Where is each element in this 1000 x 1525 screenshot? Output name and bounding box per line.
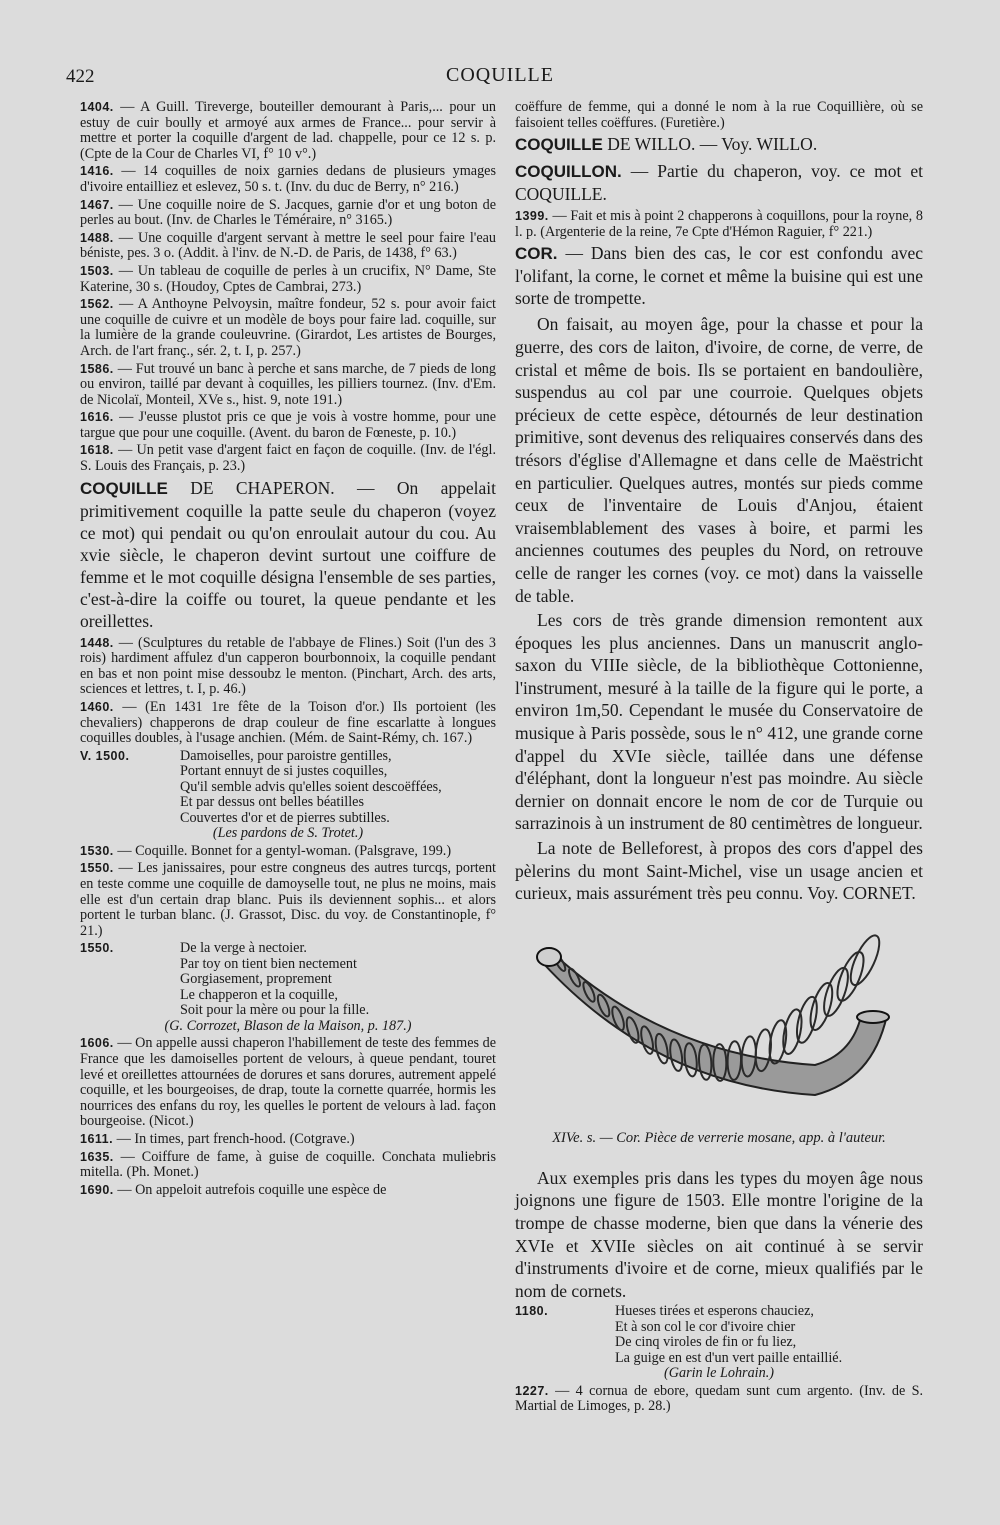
verse-line	[80, 780, 496, 796]
entry-group-4	[80, 1036, 496, 1198]
verse-line	[80, 957, 496, 973]
verse-text: Soit pour la mère ou pour la fille.	[180, 1002, 370, 1019]
entry-text: — A Guill. Tireverge, bouteiller demourant à Paris,... pour un estuy de cuir boully et armoyé aux armes de France... pour servir à mettre et porter la coquille d'argent de lad. chappelle, pour ce 12 s. p. (Cpte de la Cour de Charles VI, f° 10 v°.)	[80, 99, 497, 162]
entry-text: — In times, part french-hood. (Cotgrave.)	[116, 1130, 355, 1147]
dated-entry	[80, 410, 496, 441]
verse-line	[80, 764, 496, 780]
entry-year: 1467.	[80, 197, 114, 212]
entry-year: 1618.	[80, 443, 114, 458]
entry-text: — Un tableau de coquille de perles à un crucifix, N° Dame, Ste Katerine, 30 s. (Houdoy, Cptes de Cambrai, 273.)	[80, 262, 496, 295]
heading-keyword: COQUILLE	[515, 135, 603, 155]
entry-year: 1180.	[515, 1304, 549, 1319]
entry-year: 1448.	[80, 635, 114, 650]
entry-text: — Une coquille d'argent servant à mettre le seel pour faire l'eau béniste, pes. 3 o. (Addit. à l'inv. de N.-D. de Paris, de 1438, f° 63.)	[80, 229, 497, 262]
verse-source: (G. Corrozet, Blason de la Maison, p. 187.)	[164, 1017, 412, 1034]
horn-illustration	[515, 915, 923, 1125]
heading-text: DE WILLO. — Voy. WILLO.	[607, 134, 818, 155]
entry-year: 1227.	[515, 1383, 549, 1398]
verse-source: (Les pardons de S. Trotet.)	[212, 825, 364, 842]
figure-caption: XIVe. s. — Cor. Pièce de verrerie mosane, app. à l'auteur.	[552, 1129, 886, 1146]
entry-year: 1586.	[80, 361, 114, 376]
entry-year: 1635.	[80, 1149, 114, 1164]
entry-text: — A Anthoyne Pelvoysin, maître fondeur, 52 s. pour avoir faict une coquille de cuivre et un modèle de boys pour faire lad. coquille, sur la lumière de la grande couleuvrine. (Girardot, Les artistes de Bourges, Arch. de l'art franç., sér. 2, t. I, p. 257.)	[80, 296, 496, 359]
verse-text: Couvertes d'or et de pierres subtilles.	[180, 809, 390, 826]
dated-entry	[80, 636, 496, 698]
verse-line	[515, 1320, 923, 1336]
entry-year: 1690.	[80, 1182, 114, 1197]
dated-entry	[80, 700, 496, 747]
entry-text: — On appelle aussi chaperon l'habillement de teste des femmes de France que les damoiselles portent de velours, à queue pendant, touret levé et oreillettes attournées de dorures et sans dorures, autrement appelé coquille, et les bourgeoises, de drap, toute la cornette quarrée, hormis les nourrices des enfans du roy, les quelles le portent de velours à lad. façon bourgeoise. (Nicot.)	[80, 1035, 497, 1130]
horn-ring	[793, 995, 821, 1045]
verse-line	[515, 1351, 923, 1367]
heading-coquille-willo	[515, 133, 923, 156]
verse-text: Hueses tirées et esperons chauciez,	[615, 1303, 814, 1320]
verse-text: Par toy on tient bien nectement	[180, 955, 357, 972]
horn-ring	[819, 965, 853, 1019]
entry-1399	[515, 209, 923, 240]
entry-text: — Coquille. Bonnet for a gentyl-woman. (Palsgrave, 199.)	[117, 842, 452, 859]
entry-year: 1616.	[80, 410, 114, 425]
entry-text: — Fut trouvé un banc à perche et sans marche, de 7 pieds de long ou environ, taillé par devant à coquilles, les pilliers tournez. (Inv. d'Em. de Nicolaï, Monteil, XVe s., hist. 9, note 191.)	[80, 360, 496, 408]
verse-line	[515, 1304, 923, 1320]
heading-keyword: COR.	[515, 244, 558, 264]
verse-text: Qu'il semble advis qu'elles soient descoëffées,	[180, 778, 442, 795]
left-column	[80, 100, 496, 1200]
entry-1227	[515, 1384, 923, 1415]
entry-year: 1399.	[515, 209, 549, 224]
dated-entry	[80, 231, 496, 262]
entry-group-1	[80, 100, 496, 475]
horn-ring	[845, 932, 885, 989]
dated-entry	[80, 1150, 496, 1181]
entry-year: 1606.	[80, 1036, 114, 1051]
dated-entry	[80, 1036, 496, 1130]
verse-text: Et à son col le cor d'ivoire chier	[615, 1318, 796, 1335]
dated-entry	[80, 362, 496, 409]
entry-year: 1550.	[80, 861, 114, 876]
verse-text: Le chapperon et la coquille,	[180, 986, 338, 1003]
entry-text: — Coiffure de fame, à guise de coquille. Conchata muliebris mitella. (Ph. Monet.)	[80, 1148, 496, 1181]
verse-1550	[80, 941, 496, 1034]
verse-line	[80, 941, 496, 957]
entry-group-3	[80, 844, 496, 940]
entry-text: — (En 1431 1re fête de la Toison d'or.) Ils portoient (les chevaliers) chapperons de drap couleur de fine escarlatte à longues coquilles doubles, à l'usage anchien. (Mém. de Saint-Rémy, ch. 167.)	[80, 699, 497, 747]
heading-keyword: COQUILLON.	[515, 162, 622, 182]
dated-entry	[80, 100, 496, 162]
verse-text: Damoiselles, pour paroistre gentilles,	[180, 747, 392, 764]
verse-text: Et par dessus ont belles béatilles	[180, 794, 365, 811]
dated-entry	[80, 1183, 496, 1199]
entry-year: V. 1500.	[80, 748, 130, 763]
verse-text: De la verge à nectoier.	[180, 940, 307, 957]
dated-entry	[80, 297, 496, 359]
heading-coquille-chaperon	[80, 477, 496, 632]
dated-entry	[80, 264, 496, 295]
verse-source: (Garin le Lohrain.)	[664, 1365, 774, 1382]
heading-coquillon	[515, 160, 923, 205]
dated-entry	[80, 844, 496, 860]
entry-year: 1460.	[80, 700, 114, 715]
horn-ring	[780, 1008, 805, 1056]
right-column	[515, 100, 923, 1417]
entry-year: 1503.	[80, 263, 114, 278]
verse-line	[515, 1335, 923, 1351]
entry-text: — 14 coquilles de noix garnies dedans de plusieurs ymages d'ivoire entailliez et eslevez, 50 s. t. (Inv. du duc de Berry, n° 216.)	[80, 163, 496, 195]
verse-line	[80, 749, 496, 765]
entry-year: 1488.	[80, 230, 114, 245]
verse-line	[80, 988, 496, 1004]
entry-year: 1550.	[80, 941, 114, 956]
verse-v1500	[80, 749, 496, 842]
heading-cor	[515, 242, 923, 309]
dated-entry	[80, 198, 496, 229]
verse-1180	[515, 1304, 923, 1382]
entry-year: 1416.	[80, 164, 114, 179]
verse-line	[80, 1003, 496, 1019]
entry-group-2	[80, 636, 496, 747]
entry-text: — (Sculptures du retable de l'abbaye de Flines.) Soit (l'un des 3 rois) hardiment affulez d'un capperon bourbonnoix, la coquille pendant en bas et non point mise dessoubz le menton. (Pinchart, Arch. des arts, sciences et lettres, t. I, p. 46.)	[80, 634, 497, 698]
heading-text: — Partie du chaperon, voy. ce mot et COQUILLE.	[515, 161, 924, 205]
heading-text: DE CHAPERON. — On appelait primitivement coquille la patte seule du chaperon (voyez ce mot) qui pendait ou qu'on enroulait autour du cou. Au xvie siècle, le chaperon devint surtout une coiffure de femme et le mot coquille désigna l'ensemble de ses parties, c'est-à-dire la coiffe ou touret, la queue pendante et les oreillettes.	[80, 477, 496, 631]
entry-text: — On appeloit autrefois coquille une espèce de	[117, 1181, 387, 1198]
dated-entry	[80, 861, 496, 939]
entry-text: — Une coquille noire de S. Jacques, garnie d'or et ung boton de perles au bout. (Inv. de Charles le Téméraire, n° 3165.)	[80, 196, 496, 229]
paragraph-cor-2: Les cors de très grande dimension remontent aux époques les plus anciennes. Dans un manuscrit anglo-saxon du VIIIe siècle, de la bibliothèque Cottonienne, l'instrument, mesuré à la taille de la figure qui le porte, a environ 1m,50. Cependant le musée du Conservatoire de musique à Paris possède, sous le n° 412, une grande corne d'appel du XVIe siècle, taillée dans une défense d'éléphant, dont la longueur n'est pas moindre. Au siècle dernier on donnait encore le nom de cor de Turquie ou sarrazinois à un instrument de 80 centimètres de longueur.	[515, 610, 923, 834]
verse-text: Gorgiasement, proprement	[180, 971, 332, 988]
horn-drawing	[515, 915, 923, 1125]
entry-text: — J'eusse plustot pris ce que je vois à vostre homme, pour une targue que pour une coquille. (Avent. du baron de Fœneste, p. 10.)	[80, 409, 497, 441]
verse-line	[80, 795, 496, 811]
entry-year: 1530.	[80, 843, 114, 858]
entry-text: — Fait et mis à point 2 chapperons à coquillons, pour la royne, 8 l. p. (Argenterie de la reine, 7e Cpte d'Hémon Raguier, f° 221.)	[515, 208, 924, 240]
paragraph-cor-3: La note de Belleforest, à propos des cors d'appel des pèlerins du mont Saint-Michel, vise un usage ancien et curieux, mais assurément très peu connu. Voy. CORNET.	[515, 838, 923, 904]
dated-entry	[80, 443, 496, 474]
heading-keyword: COQUILLE	[80, 478, 168, 498]
entry-text: — Un petit vase d'argent faict en façon de coquille. (Inv. de l'égl. S. Louis des Français, p. 23.)	[80, 442, 496, 475]
entry-year: 1562.	[80, 297, 114, 312]
verse-line	[80, 811, 496, 827]
continuation-text: coëffure de femme, qui a donné le nom à la rue Coquillière, où se faisoient telles coëffures. (Furetière.)	[515, 99, 923, 131]
verse-line	[80, 972, 496, 988]
page-number: 422	[66, 66, 95, 87]
paragraph-cor-1: On faisait, au moyen âge, pour la chasse et pour la guerre, des cors de laiton, d'ivoire, de corne, de verre, de cristal et même de bois. Ils se portaient en bandoulière, suspendus au col par une courroie. Quelques objets précieux de cette espèce, détournés de leur destination primitive, sont devenus des reliquaires conservés dans des trésors d'église d'Allemagne et dans celle de Maëstricht en particulier. Quelques autres, montés sur pieds comme ceux de l'inventaire de Louis d'Anjou, étaient vraisemblablement des vases à boire, et parmi les anciennes coutumes des peuples du Nord, on retrouve celle de ranger les cornes (voy. ce mot) dans la vaisselle de table.	[515, 314, 923, 606]
verse-text: Portant ennuyt de si justes coquilles,	[180, 763, 388, 780]
verse-text: La guige en est d'un vert paille entaillié.	[615, 1349, 843, 1366]
verse-text: De cinq viroles de fin or fu liez,	[615, 1334, 797, 1351]
entry-year: 1404.	[80, 100, 114, 114]
horn-ring	[806, 980, 837, 1032]
dated-entry	[80, 164, 496, 195]
running-title: COQUILLE	[446, 64, 554, 86]
entry-text: — 4 cornua de ebore, quedam sunt cum argento. (Inv. de S. Martial de Limoges, p. 28.)	[515, 1382, 924, 1415]
heading-text: — Dans bien des cas, le cor est confondu avec l'olifant, la corne, le cornet et même la buisine qui est une sorte de trompette.	[515, 243, 923, 309]
paragraph-after-figure: Aux exemples pris dans les types du moyen âge nous joignons une figure de 1503. Elle montre l'origine de la trompe de chasse moderne, bien que dans la vénerie des XVIe et XVIIe siècles on ait continué à se servir d'instruments d'ivoire et de corne, mieux qualifiés par le nom de cornets.	[515, 1167, 923, 1301]
entry-year: 1611.	[80, 1131, 114, 1146]
entry-text: — Les janissaires, pour estre congneus des autres turcqs, portent en teste comme une coquille de damoyselle tout, ne plus ne moins, mais elle est d'un certain drap blanc. Puis ils deviennent sophis... et alors portent le turban blanc. (J. Grassot, Disc. du voy. de Constantinople, f° 21.)	[80, 860, 496, 939]
dated-entry	[80, 1132, 496, 1148]
